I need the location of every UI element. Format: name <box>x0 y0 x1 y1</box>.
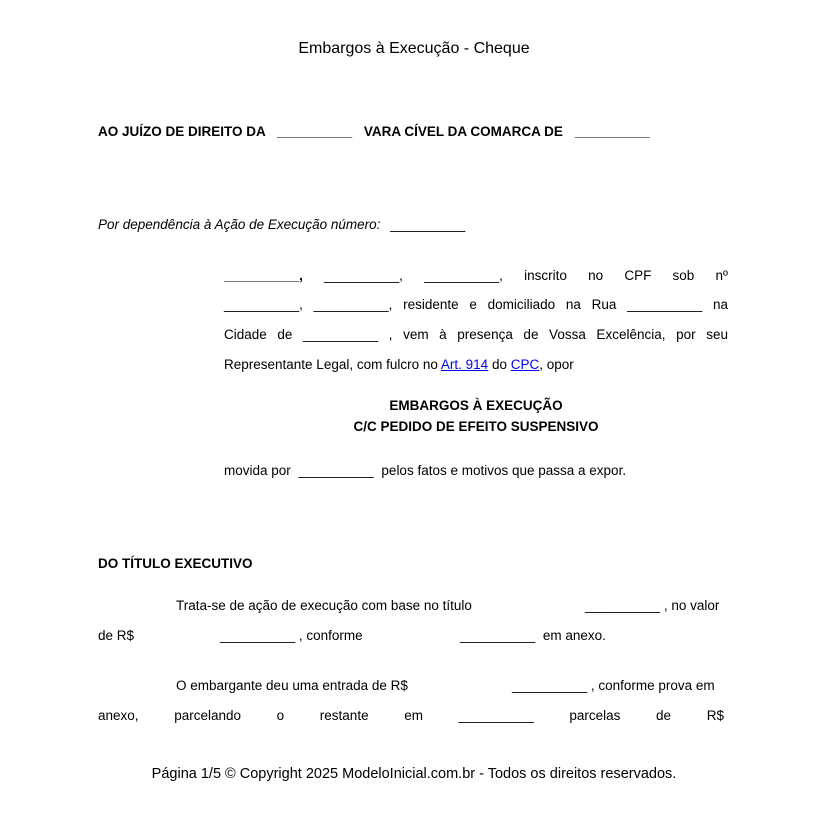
street-blank: __________ <box>627 297 703 312</box>
word: de <box>656 708 672 723</box>
copyright-footer: Página 1/5 © Copyright 2025 ModeloInicial.com.br - Todos os direitos reservados. <box>151 766 677 782</box>
word: R$ <box>706 708 724 723</box>
execution-number-blank: __________ <box>390 217 466 232</box>
word: o <box>276 708 285 723</box>
dependency-text: Por dependência à Ação de Execução número: <box>98 217 381 232</box>
court-header-part1: AO JUÍZO DE DIREITO DA <box>98 124 266 139</box>
word: em <box>404 708 423 723</box>
court-number-blank: __________ <box>277 124 353 139</box>
civil-status-blank: __________, <box>424 268 503 283</box>
city-label: Cidade de <box>224 327 293 342</box>
oppose-text: , opor <box>539 357 574 372</box>
comarca-blank: __________ <box>574 124 650 139</box>
moved-by-text: movida por <box>224 463 291 478</box>
paragraph-2-line-1-start: O embargante deu uma entrada de R$ <box>176 678 408 693</box>
cpc-link[interactable]: CPC <box>510 357 540 372</box>
paragraph-1-line-2-mid <box>220 628 363 643</box>
proof-text: , conforme prova em <box>590 678 715 693</box>
word: do <box>491 357 507 372</box>
qualification-line-1 <box>224 268 728 283</box>
profession-blank: __________, <box>313 297 393 312</box>
name-blank: __________, <box>224 268 303 283</box>
art-914-link[interactable]: Art. 914 <box>440 357 489 372</box>
nationality-blank: __________, <box>324 268 403 283</box>
page-title: Embargos à Execução - Cheque <box>298 40 530 57</box>
section-title: DO TÍTULO EXECUTIVO <box>98 556 253 571</box>
installments-blank: __________ <box>458 708 534 723</box>
paragraph-1-line-2-start: de R$ <box>98 628 135 643</box>
word: inscrito <box>524 268 567 283</box>
amount-blank: __________ <box>220 628 296 643</box>
paragraph-2-line-2 <box>98 708 724 723</box>
city-blank: __________ <box>303 327 379 342</box>
action-title-line-1: EMBARGOS À EXECUÇÃO <box>389 398 563 413</box>
word: no <box>588 268 604 283</box>
moved-by-line <box>224 463 626 478</box>
paragraph-1-line-2-end <box>460 628 606 643</box>
qualification-line-4 <box>224 357 574 372</box>
presence-text: , vem à presença de Vossa Excelência, por seu <box>388 327 728 342</box>
paragraph-1-line-1-end <box>585 598 719 613</box>
value-text: , no valor <box>663 598 720 613</box>
title-blank: __________ <box>585 598 661 613</box>
creditor-blank: __________ <box>298 463 374 478</box>
word: parcelas <box>569 708 621 723</box>
word: anexo, <box>98 708 139 723</box>
qualification-line-2 <box>224 297 728 312</box>
dependency-line <box>98 217 465 232</box>
paragraph-1-line-1-start: Trata-se de ação de execução com base no título <box>176 598 472 613</box>
qualification-line-3 <box>224 327 728 342</box>
document-blank: __________ <box>460 628 536 643</box>
court-header <box>98 124 650 139</box>
word: CPF <box>624 268 652 283</box>
facts-text: pelos fatos e motivos que passa a expor. <box>381 463 627 478</box>
word: sob <box>672 268 695 283</box>
word: na <box>712 297 728 312</box>
word: nº <box>715 268 728 283</box>
court-header-part2: VARA CÍVEL DA COMARCA DE <box>363 124 563 139</box>
annex-text: em anexo. <box>542 628 606 643</box>
word: restante <box>319 708 369 723</box>
paragraph-2-line-1-end <box>512 678 715 693</box>
legal-basis-text: Representante Legal, com fulcro no <box>224 357 438 372</box>
action-title-line-2: C/C PEDIDO DE EFEITO SUSPENSIVO <box>353 419 599 434</box>
word: parcelando <box>174 708 241 723</box>
down-payment-blank: __________ <box>512 678 588 693</box>
conforme-text: , conforme <box>298 628 363 643</box>
cpf-blank: __________, <box>224 297 303 312</box>
residence-text: residente e domiciliado na Rua <box>403 297 617 312</box>
